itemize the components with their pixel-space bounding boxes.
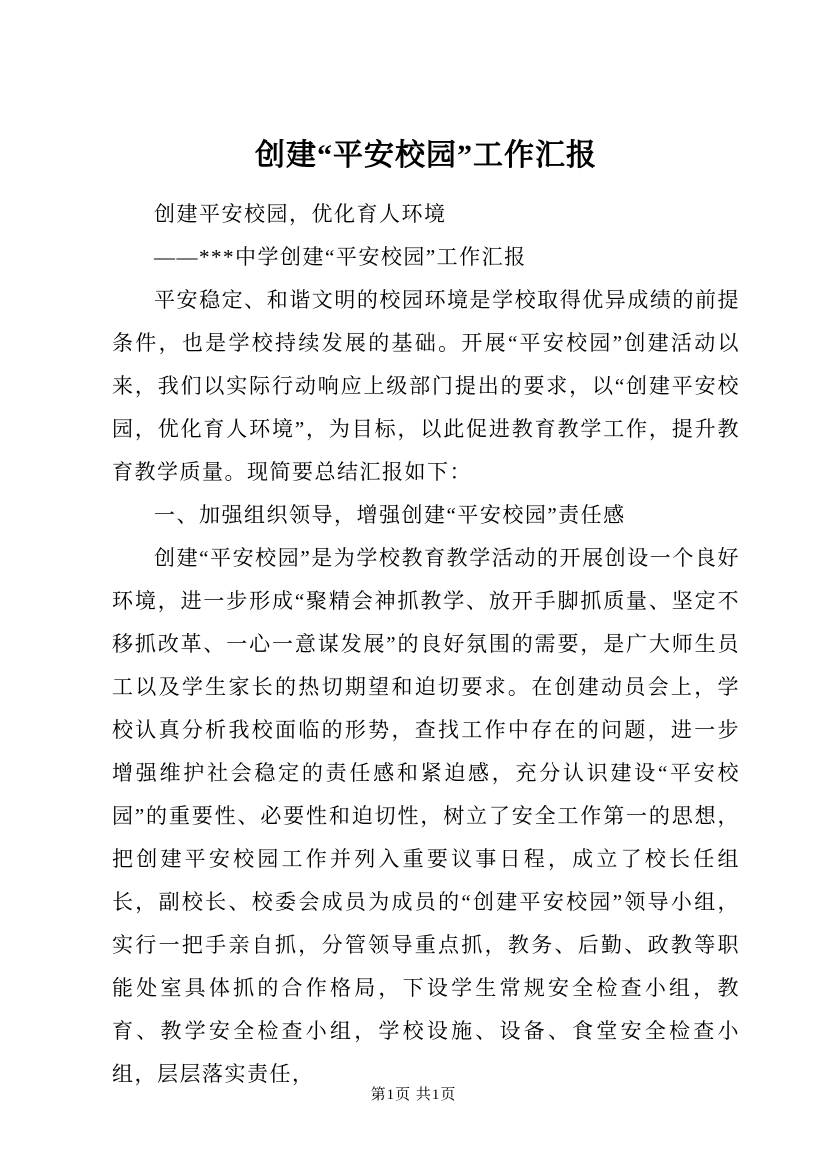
paragraph-subtitle-1: 创建平安校园，优化育人环境	[154, 202, 447, 226]
paragraph-subtitle-2: ——***中学创建“平安校园”工作汇报	[154, 245, 527, 269]
document-title: 创建“平安校园”工作汇报	[255, 139, 597, 172]
page-number-footer: 第1页 共1页	[370, 1087, 457, 1103]
document-content	[112, 133, 740, 1096]
paragraph-intro: 平安稳定、和谐文明的校园环境是学校取得优异成绩的前提条件，也是学校持续发展的基础。开展“平安校园”创建活动以来，我们以实际行动响应上级部门提出的要求，以“创建平安校园，优化育人环境”，为目标，以此促进教育教学工作，提升教育教学质量。现简要总结汇报如下：	[112, 288, 740, 484]
paragraph-body: 创建“平安校园”是为学校教育教学活动的开展创设一个良好环境，进一步形成“聚精会神抓教学、放开手脚抓质量、坚定不移抓改革、一心一意谋发展”的良好氛围的需要，是广大师生员工以及学生家长的热切期望和迫切要求。在创建动员会上，学校认真分析我校面临的形势，查找工作中存在的问题，进一步增强维护社会稳定的责任感和紧迫感，充分认识建设“平安校园”的重要性、必要性和迫切性，树立了安全工作第一的思想，把创建平安校园工作并列入重要议事日程，成立了校长任组长，副校长、校委会成员为成员的“创建平安校园”领导小组，实行一把手亲自抓，分管领导重点抓，教务、后勤、政教等职能处室具体抓的合作格局，下设学生常规安全检查小组，教育、教学安全检查小组，学校设施、设备、食堂安全检查小组，层层落实责任，	[112, 546, 740, 1086]
paragraph-section-heading: 一、加强组织领导，增强创建“平安校园”责任感	[154, 503, 626, 527]
